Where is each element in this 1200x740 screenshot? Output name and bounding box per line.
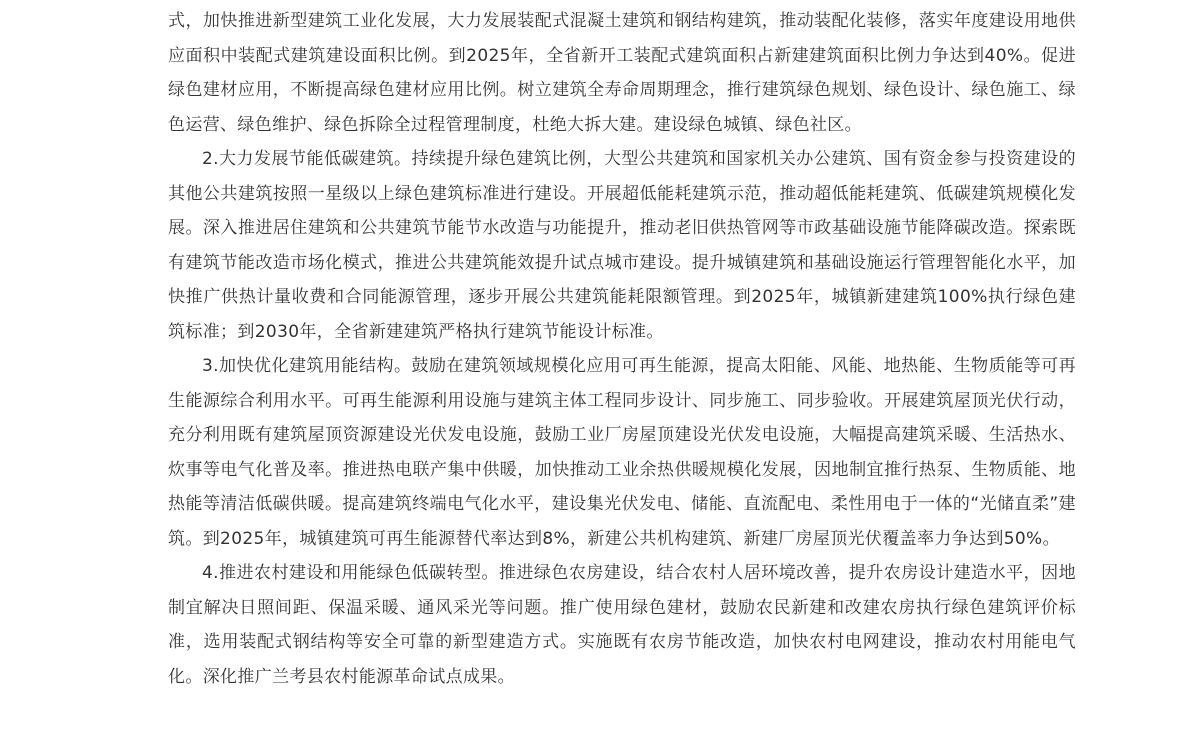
paragraph-rural-construction: 4.推进农村建设和用能绿色低碳转型。推进绿色农房建设，结合农村人居环境改善，提升农房设计建造水平，因地制宜解决日照间距、保温采暖、通风采光等问题。推广使用绿色建材，鼓励农民新建和改建农房执行绿色建筑评价标准，选用装配式钢结构等安全可靠的新型建造方式。实施既有农房节能改造，加快农村电网建设，推动农村用能电气化。深化推广兰考县农村能源革命试点成果。 <box>168 563 1076 687</box>
paragraph-continuation: 式，加快推进新型建筑工业化发展，大力发展装配式混凝土建筑和钢结构建筑，推动装配化装修，落实年度建设用地供应面积中装配式建筑建设面积比例。到2025年，全省新开工装配式建筑面积占新建建筑面积比例力争达到40%。促进绿色建材应用，不断提高绿色建材应用比例。树立建筑全寿命周期理念，推行建筑绿色规划、绿色设计、绿色施工、绿色运营、绿色维护、绿色拆除全过程管理制度，杜绝大拆大建。建设绿色城镇、绿色社区。 <box>168 11 1076 135</box>
paragraph-building-energy-structure: 3.加快优化建筑用能结构。鼓励在建筑领域规模化应用可再生能源，提高太阳能、风能、地热能、生物质能等可再生能源综合利用水平。可再生能源利用设施与建筑主体工程同步设计、同步施工、同步验收。开展建筑屋顶光伏行动，充分利用既有建筑屋顶资源建设光伏发电设施，鼓励工业厂房屋顶建设光伏发电设施，大幅提高建筑采暖、生活热水、炊事等电气化普及率。推进热电联产集中供暖，加快推动工业余热供暖规模化发展，因地制宜推行热泵、生物质能、地热能等清洁低碳供暖。提高建筑终端电气化水平，建设集光伏发电、储能、直流配电、柔性用电于一体的“光储直柔”建筑。到2025年，城镇建筑可再生能源替代率达到8%，新建公共机构建筑、新建厂房屋顶光伏覆盖率力争达到50%。 <box>168 356 1076 549</box>
article-body <box>168 4 1076 694</box>
paragraph-energy-saving-buildings: 2.大力发展节能低碳建筑。持续提升绿色建筑比例，大型公共建筑和国家机关办公建筑、国有资金参与投资建设的其他公共建筑按照一星级以上绿色建筑标准进行建设。开展超低能耗建筑示范，推动超低能耗建筑、低碳建筑规模化发展。深入推进居住建筑和公共建筑节能节水改造与功能提升，推动老旧供热管网等市政基础设施节能降碳改造。探索既有建筑节能改造市场化模式，推进公共建筑能效提升试点城市建设。提升城镇建筑和基础设施运行管理智能化水平，加快推广供热计量收费和合同能源管理，逐步开展公共建筑能耗限额管理。到2025年，城镇新建建筑100%执行绿色建筑标准；到2030年，全省新建建筑严格执行建筑节能设计标准。 <box>168 149 1076 342</box>
